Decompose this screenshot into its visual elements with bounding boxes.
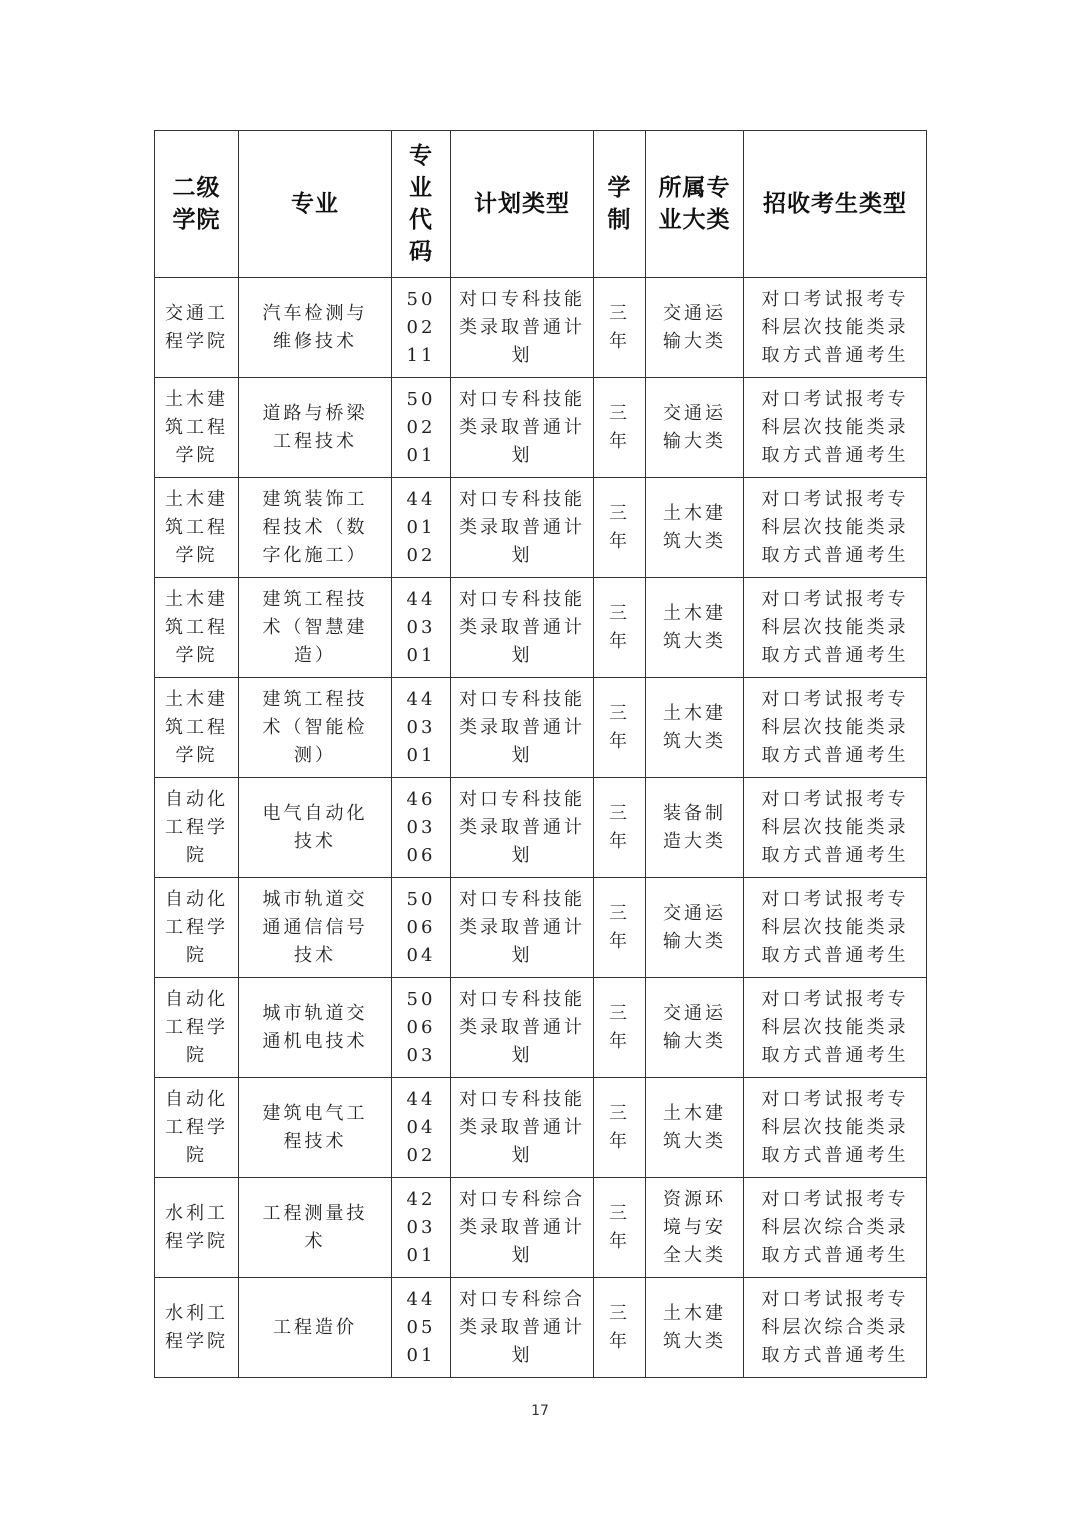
- header-plan-type: 计划类型: [451, 131, 594, 278]
- cell-plan-type: 对口专科技能类录取普通计划: [451, 978, 594, 1078]
- cell-student-type: 对口考试报考专科层次技能类录取方式普通考生: [744, 778, 927, 878]
- cell-college: 土木建筑工程学院: [155, 578, 239, 678]
- cell-code: 440501: [392, 1278, 451, 1378]
- cell-category: 土木建筑大类: [646, 578, 744, 678]
- header-major: 专业: [239, 131, 392, 278]
- cell-student-type: 对口考试报考专科层次技能类录取方式普通考生: [744, 1078, 927, 1178]
- cell-category: 交通运输大类: [646, 278, 744, 378]
- header-college: 二级学院: [155, 131, 239, 278]
- cell-college: 土木建筑工程学院: [155, 478, 239, 578]
- cell-plan-type: 对口专科技能类录取普通计划: [451, 478, 594, 578]
- cell-plan-type: 对口专科综合类录取普通计划: [451, 1178, 594, 1278]
- cell-student-type: 对口考试报考专科层次技能类录取方式普通考生: [744, 478, 927, 578]
- cell-category: 资源环境与安全大类: [646, 1178, 744, 1278]
- cell-code: 500211: [392, 278, 451, 378]
- table-row: [155, 478, 927, 578]
- cell-duration: 三年: [594, 1278, 646, 1378]
- header-code: 专业代码: [392, 131, 451, 278]
- cell-college: 土木建筑工程学院: [155, 678, 239, 778]
- cell-plan-type: 对口专科技能类录取普通计划: [451, 778, 594, 878]
- cell-major: 城市轨道交通机电技术: [239, 978, 392, 1078]
- cell-duration: 三年: [594, 578, 646, 678]
- cell-plan-type: 对口专科技能类录取普通计划: [451, 1078, 594, 1178]
- cell-code: 500603: [392, 978, 451, 1078]
- cell-category: 交通运输大类: [646, 978, 744, 1078]
- cell-college: 自动化工程学院: [155, 978, 239, 1078]
- table-row: [155, 678, 927, 778]
- cell-category: 土木建筑大类: [646, 1078, 744, 1178]
- table-row: [155, 278, 927, 378]
- header-duration: 学制: [594, 131, 646, 278]
- cell-plan-type: 对口专科综合类录取普通计划: [451, 1278, 594, 1378]
- cell-category: 交通运输大类: [646, 378, 744, 478]
- cell-code: 500604: [392, 878, 451, 978]
- cell-student-type: 对口考试报考专科层次综合类录取方式普通考生: [744, 1278, 927, 1378]
- cell-major: 道路与桥梁工程技术: [239, 378, 392, 478]
- cell-student-type: 对口考试报考专科层次技能类录取方式普通考生: [744, 378, 927, 478]
- table-row: [155, 978, 927, 1078]
- header-student-type: 招收考生类型: [744, 131, 927, 278]
- cell-college: 交通工程学院: [155, 278, 239, 378]
- cell-student-type: 对口考试报考专科层次技能类录取方式普通考生: [744, 278, 927, 378]
- table-row: [155, 778, 927, 878]
- cell-student-type: 对口考试报考专科层次技能类录取方式普通考生: [744, 978, 927, 1078]
- cell-major: 建筑工程技术（智慧建造）: [239, 578, 392, 678]
- cell-plan-type: 对口专科技能类录取普通计划: [451, 278, 594, 378]
- cell-major: 建筑电气工程技术: [239, 1078, 392, 1178]
- table-row: [155, 1078, 927, 1178]
- cell-plan-type: 对口专科技能类录取普通计划: [451, 878, 594, 978]
- cell-major: 建筑装饰工程技术（数字化施工）: [239, 478, 392, 578]
- cell-college: 水利工程学院: [155, 1278, 239, 1378]
- cell-plan-type: 对口专科技能类录取普通计划: [451, 578, 594, 678]
- cell-duration: 三年: [594, 278, 646, 378]
- cell-major: 建筑工程技术（智能检测）: [239, 678, 392, 778]
- cell-duration: 三年: [594, 478, 646, 578]
- cell-code: 420301: [392, 1178, 451, 1278]
- cell-category: 土木建筑大类: [646, 1278, 744, 1378]
- cell-student-type: 对口考试报考专科层次综合类录取方式普通考生: [744, 1178, 927, 1278]
- table-row: [155, 1278, 927, 1378]
- page-number: 17: [531, 1403, 549, 1419]
- cell-category: 土木建筑大类: [646, 478, 744, 578]
- cell-college: 土木建筑工程学院: [155, 378, 239, 478]
- enrollment-plan-table: [154, 130, 927, 1378]
- cell-college: 自动化工程学院: [155, 1078, 239, 1178]
- cell-college: 自动化工程学院: [155, 778, 239, 878]
- cell-code: 460306: [392, 778, 451, 878]
- cell-plan-type: 对口专科技能类录取普通计划: [451, 678, 594, 778]
- cell-student-type: 对口考试报考专科层次技能类录取方式普通考生: [744, 878, 927, 978]
- cell-duration: 三年: [594, 878, 646, 978]
- cell-major: 工程测量技术: [239, 1178, 392, 1278]
- cell-duration: 三年: [594, 978, 646, 1078]
- cell-major: 汽车检测与维修技术: [239, 278, 392, 378]
- cell-major: 工程造价: [239, 1278, 392, 1378]
- cell-code: 440102: [392, 478, 451, 578]
- cell-code: 440301: [392, 678, 451, 778]
- cell-duration: 三年: [594, 378, 646, 478]
- table-row: [155, 378, 927, 478]
- cell-category: 装备制造大类: [646, 778, 744, 878]
- cell-category: 土木建筑大类: [646, 678, 744, 778]
- cell-code: 440301: [392, 578, 451, 678]
- cell-duration: 三年: [594, 778, 646, 878]
- cell-student-type: 对口考试报考专科层次技能类录取方式普通考生: [744, 678, 927, 778]
- table-body: [155, 278, 927, 1378]
- cell-code: 440402: [392, 1078, 451, 1178]
- cell-code: 500201: [392, 378, 451, 478]
- table-header-row: [155, 131, 927, 278]
- table-row: [155, 1178, 927, 1278]
- cell-duration: 三年: [594, 1178, 646, 1278]
- cell-duration: 三年: [594, 678, 646, 778]
- table-row: [155, 578, 927, 678]
- cell-major: 电气自动化技术: [239, 778, 392, 878]
- header-category: 所属专业大类: [646, 131, 744, 278]
- cell-category: 交通运输大类: [646, 878, 744, 978]
- cell-duration: 三年: [594, 1078, 646, 1178]
- table-row: [155, 878, 927, 978]
- cell-plan-type: 对口专科技能类录取普通计划: [451, 378, 594, 478]
- cell-college: 水利工程学院: [155, 1178, 239, 1278]
- cell-student-type: 对口考试报考专科层次技能类录取方式普通考生: [744, 578, 927, 678]
- cell-major: 城市轨道交通通信信号技术: [239, 878, 392, 978]
- cell-college: 自动化工程学院: [155, 878, 239, 978]
